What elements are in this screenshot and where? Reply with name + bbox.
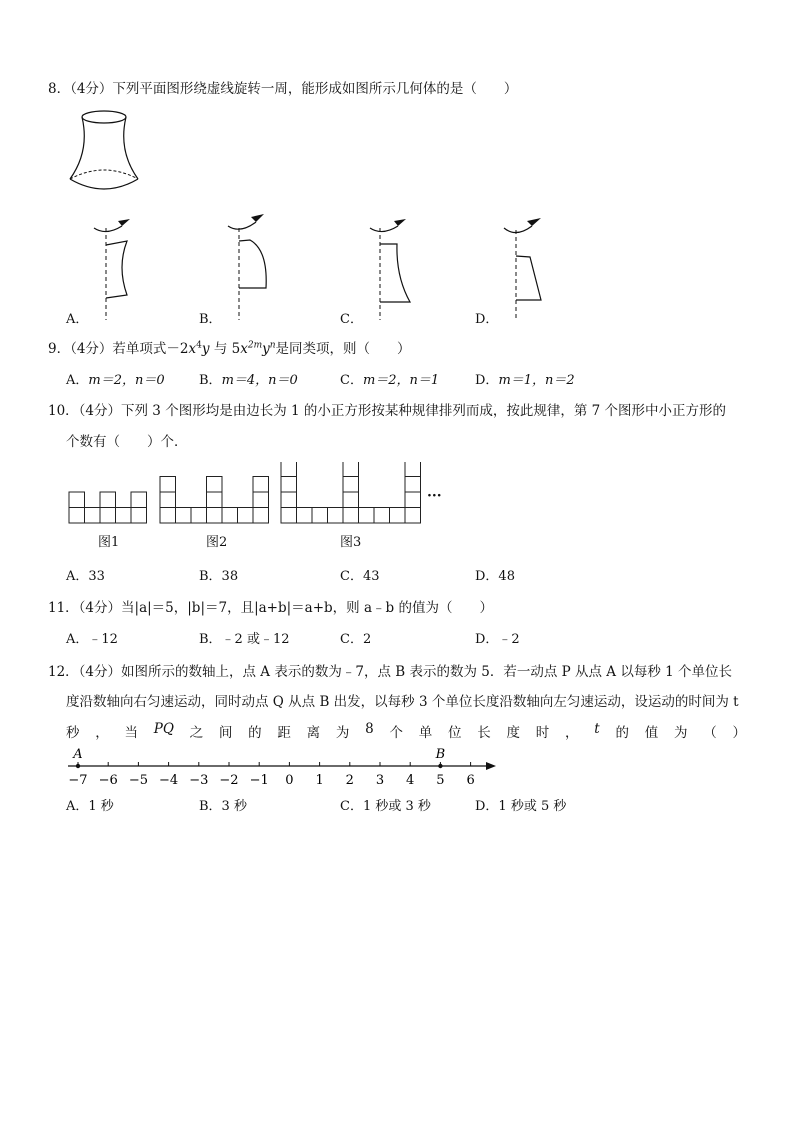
unit-square	[343, 477, 359, 493]
q8-shape-b	[220, 208, 280, 322]
number-line-tick-label: 0	[285, 773, 294, 788]
number-line-tick-label: −7	[68, 773, 88, 788]
q12-line3-part: ，	[565, 725, 579, 741]
unit-square	[328, 508, 344, 524]
point-a-label: A	[73, 747, 83, 762]
q12-option-b: B．3 秒	[199, 799, 247, 814]
q10-fig2-label: 图2	[206, 535, 228, 550]
q9-expn: n	[269, 340, 276, 351]
q12-line3-part: 为	[673, 725, 688, 741]
q12-line3-part: ，	[95, 725, 109, 741]
q12-option-a: A．1 秒	[66, 799, 114, 814]
number-line-tick-label: −5	[128, 773, 148, 788]
unit-square	[131, 492, 147, 508]
number-line-tick-label: −4	[159, 773, 179, 788]
number-line-tick-label: −6	[98, 773, 118, 788]
unit-square	[405, 492, 421, 508]
q9-num: 9．（4分）若单项式－2	[48, 341, 189, 357]
q9-exp4: 4	[196, 340, 202, 351]
unit-square	[160, 492, 176, 508]
square-pattern-figures	[66, 462, 456, 528]
q9-option-d	[475, 369, 575, 388]
q10-line2: 个数有（ ）个．	[66, 434, 188, 450]
q8-shape-a	[86, 212, 146, 322]
q11-option-a: A．﹣12	[66, 632, 118, 647]
unit-square	[359, 508, 375, 524]
number-line-tick-label: −3	[189, 773, 209, 788]
q11-option-d: D．﹣2	[475, 632, 520, 647]
q12-line3-part: 当	[124, 725, 138, 741]
unit-square	[281, 477, 297, 493]
point-b-label: B	[435, 747, 446, 762]
unit-square	[343, 462, 359, 477]
q8-option-a: A．	[66, 312, 89, 327]
q9-option-b-letter: B．	[199, 373, 222, 388]
unit-square	[343, 508, 359, 524]
unit-square	[405, 477, 421, 493]
q9-option-c	[340, 369, 439, 388]
number-line-tick-label: 5	[436, 773, 445, 788]
q11-stem: 11．（4分）当|a|＝5，|b|＝7，且|a+b|＝a+b，则 a﹣b 的值为（ ）	[48, 600, 493, 616]
q9-mid: 与 5	[213, 341, 241, 357]
unit-square	[238, 508, 254, 524]
q10-ellipsis: ···	[427, 488, 442, 504]
q12-line3-part: 位	[448, 725, 462, 741]
q12-line3-part: 离	[306, 725, 321, 741]
point-a-dot	[76, 764, 80, 768]
unit-square	[207, 477, 223, 493]
unit-square	[207, 508, 223, 524]
q12-line3-part: 间	[218, 725, 233, 741]
q12-line3-part: 时	[535, 725, 550, 741]
q8-stem: 8．（4分）下列平面图形绕虚线旋转一周，能形成如图所示几何体的是（ ）	[48, 81, 518, 97]
q8-option-d: D．	[475, 312, 499, 327]
number-line-tick-label: −1	[249, 773, 269, 788]
unit-square	[100, 508, 116, 524]
q12-option-c: C．1 秒或 3 秒	[340, 799, 431, 814]
unit-square	[281, 462, 297, 477]
number-line-tick-label: 3	[375, 773, 385, 788]
unit-square	[207, 492, 223, 508]
q9-option-b	[199, 369, 298, 388]
q12-line3-part: t	[594, 721, 600, 737]
unit-square	[160, 508, 176, 524]
q12-line3-part: 的	[248, 725, 262, 741]
unit-square	[253, 492, 269, 508]
q9-option-a-letter: A．	[66, 373, 89, 388]
unit-square	[222, 508, 238, 524]
unit-square	[390, 508, 406, 524]
unit-square	[160, 477, 176, 493]
q9-option-d-text: m＝1，n＝2	[498, 373, 575, 388]
q12-line3-part: 值	[644, 725, 659, 741]
q9-option-a	[66, 369, 165, 388]
unit-square	[374, 508, 390, 524]
q11-option-c: C．2	[340, 632, 372, 647]
unit-square	[131, 508, 147, 524]
unit-square	[281, 492, 297, 508]
q12-line3-part: 个	[389, 725, 403, 741]
q12-line3-part: 度	[506, 725, 520, 741]
q8-shape-c	[362, 212, 422, 322]
unit-square	[69, 508, 85, 524]
unit-square	[405, 508, 421, 524]
q10-option-a: A．33	[66, 569, 105, 584]
q12-line3-part: 8	[365, 721, 374, 737]
q9-tail: 是同类项，则（ ）	[275, 341, 411, 357]
q9-exp2m: 2m	[247, 340, 263, 351]
q12-line3-part: 为	[335, 725, 350, 741]
unit-square	[116, 508, 132, 524]
q9-option-d-letter: D．	[475, 373, 499, 388]
unit-square	[312, 508, 328, 524]
q10-line1: 10．（4分）下列 3 个图形均是由边长为 1 的小正方形按某种规律排列而成，按此规律，第 7 个图形中小正方形的	[48, 403, 727, 419]
unit-square	[253, 477, 269, 493]
unit-square	[85, 508, 101, 524]
number-line-tick-label: 1	[315, 773, 324, 788]
q9-y: y	[201, 341, 210, 357]
q9-x: x	[188, 341, 197, 357]
q12-line2: 度沿数轴向右匀速运动，同时动点 Q 从点 B 出发，以每秒 3 个单位长度沿数轴向左匀速运动，设运动的时间为 t	[66, 694, 739, 710]
q9-x2: x	[240, 341, 248, 357]
q12-line3-part: 长	[477, 725, 491, 741]
unit-square	[297, 508, 313, 524]
solid-figure	[64, 106, 144, 198]
q10-option-d: D．48	[475, 569, 515, 584]
point-b-dot	[438, 764, 442, 768]
q10-fig1-label: 图1	[98, 535, 120, 550]
q10-option-b: B．38	[199, 569, 239, 584]
q12-line3-part: PQ	[153, 721, 174, 737]
q9-y2: y	[262, 341, 270, 357]
q11-option-b: B．﹣2 或﹣12	[199, 632, 290, 647]
unit-square	[281, 508, 297, 524]
number-line	[60, 742, 500, 792]
unit-square	[100, 492, 116, 508]
unit-square	[69, 492, 85, 508]
q12-line3-part: 单	[418, 725, 433, 741]
q9-option-c-letter: C．	[340, 373, 363, 388]
q12-line1: 12．（4分）如图所示的数轴上，点 A 表示的数为﹣7，点 B 表示的数为 5．若一动点 P 从点 A 以每秒 1 个单位长	[48, 664, 732, 680]
number-line-arrow	[486, 762, 496, 770]
number-line-tick-label: 4	[406, 773, 415, 788]
unit-square	[405, 462, 421, 477]
unit-square	[176, 508, 192, 524]
q10-fig3-label: 图3	[340, 535, 362, 550]
q9-stem	[48, 337, 411, 357]
number-line-tick-label: 2	[345, 773, 354, 788]
unit-square	[191, 508, 207, 524]
q9-option-c-text: m＝2，n＝1	[362, 373, 440, 388]
unit-square	[343, 492, 359, 508]
q12-line3-part: ）	[732, 725, 746, 741]
q12-line3-part: （	[703, 725, 717, 741]
number-line-tick-label: −2	[219, 773, 239, 788]
q12-line3-part: 秒	[66, 725, 80, 741]
q12-line3	[66, 721, 746, 741]
q8-shape-d	[498, 212, 558, 322]
q12-line3-part: 距	[277, 725, 291, 741]
q12-option-d: D．1 秒或 5 秒	[475, 799, 567, 814]
q12-line3-part: 之	[189, 725, 204, 741]
q8-option-c: C．	[340, 312, 363, 327]
q12-line3-part: 的	[615, 725, 629, 741]
q8-option-b: B．	[199, 312, 222, 327]
q9-option-b-text: m＝4，n＝0	[221, 373, 298, 388]
number-line-tick-label: 6	[466, 773, 475, 788]
q10-option-c: C．43	[340, 569, 380, 584]
q9-option-a-text: m＝2，n＝0	[88, 373, 165, 388]
unit-square	[253, 508, 269, 524]
